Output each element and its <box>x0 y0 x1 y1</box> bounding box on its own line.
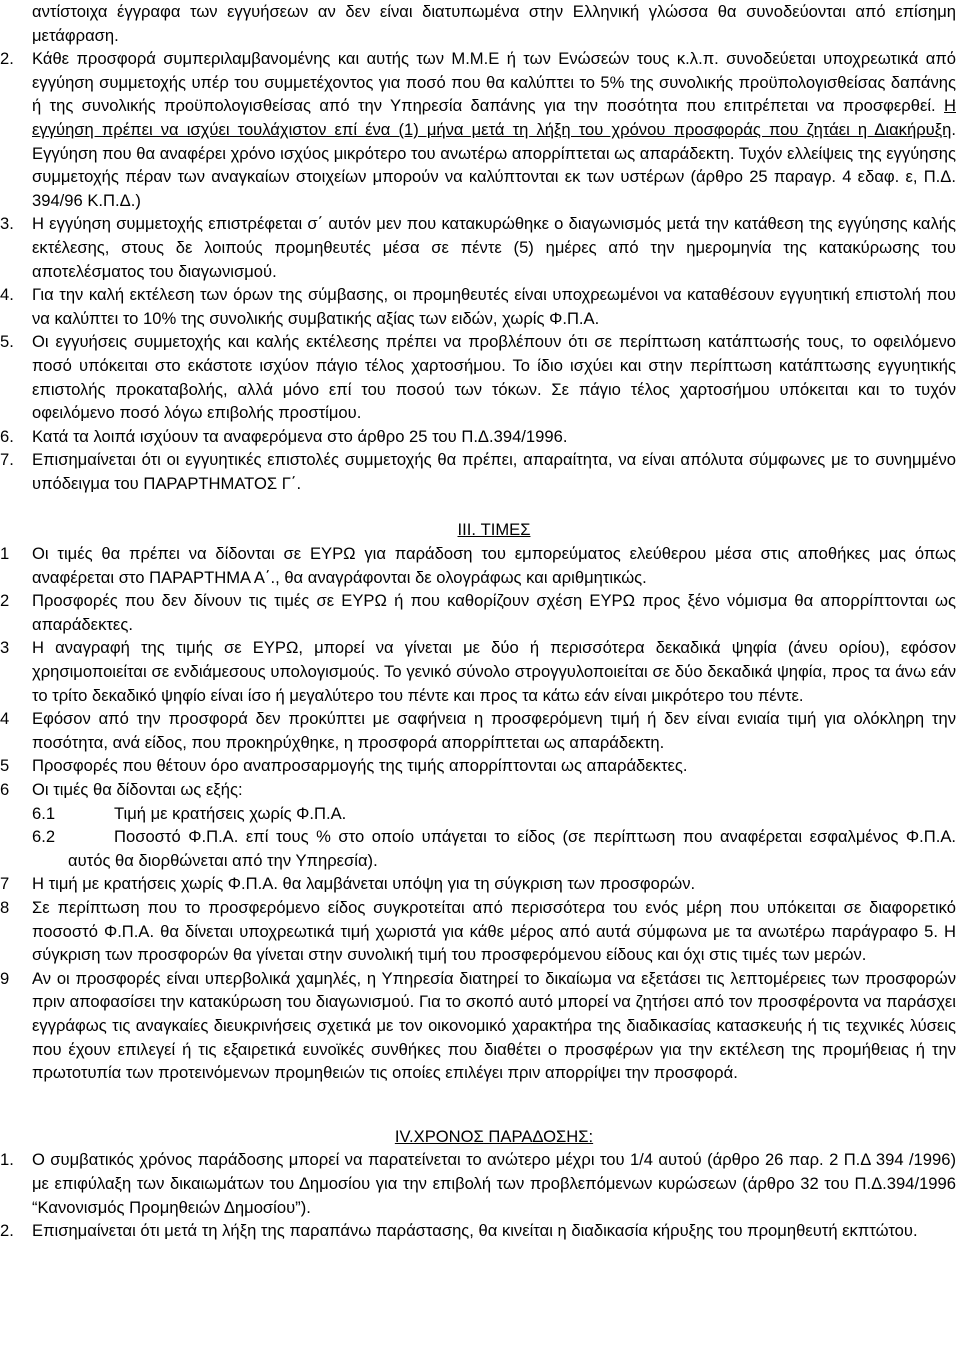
sec2-item-5 <box>0 330 956 424</box>
item-text: Για την καλή εκτέλεση των όρων της σύμβασης, οι προμηθευτές είναι υποχρεωμένοι να καταθέσουν εγγυητική επιστολή που να καλύπτει το 10% της συνολικής συμβατικής αξίας των ειδών, χωρίς Φ.Π.Α. <box>32 285 956 328</box>
item-number: 9 <box>0 968 10 988</box>
item-number: 3. <box>0 214 14 234</box>
sec3-subitem-6-1 <box>32 802 956 826</box>
sec3-item-4 <box>0 707 956 754</box>
item-text: Επισημαίνεται ότι μετά τη λήξη της παραπάνω παράστασης, θα κινείται η διαδικασία κήρυξης του προμηθευτή εκπτώτου. <box>32 1221 918 1241</box>
item-text: Επισημαίνεται ότι οι εγγυητικές επιστολές συμμετοχής θα πρέπει, απαραίτητα, να είναι απόλυτα σύμφωνες με το συνημμένο υπόδειγμα του ΠΑΡΑΡΤΗΜΑΤΟΣ Γ΄. <box>32 450 956 493</box>
item-number: 7. <box>0 450 14 470</box>
sec3-item-8 <box>0 896 956 967</box>
subitem-text: Τιμή με κρατήσεις χωρίς Φ.Π.Α. <box>114 803 347 823</box>
sec2-item-3 <box>0 212 956 283</box>
sec3-subitem-6-2 <box>32 825 956 872</box>
item-number: 6 <box>0 780 10 799</box>
item-text: Κατά τα λοιπά ισχύουν τα αναφερόμενα στο άρθρο 25 του Π.Δ.394/1996. <box>32 426 568 446</box>
item-text: Προσφορές που δεν δίνουν τις τιμές σε ΕΥΡΩ ή που καθορίζουν σχέση ΕΥΡΩ προς ξένο νόμισμα θα απορρίπτονται ως απαράδεκτες. <box>32 591 956 634</box>
item-text: Προσφορές που θέτουν όρο αναπροσαρμογής της τιμής απορρίπτονται ως απαράδεκτες. <box>32 756 688 776</box>
sec3-item-5 <box>0 754 956 778</box>
item-number: 1. <box>0 1150 14 1170</box>
subitem-number: 6.2 <box>32 827 56 847</box>
sec2-item-4 <box>0 283 956 330</box>
section-heading-prices: III. ΤΙΜΕΣ <box>457 520 531 540</box>
underlined-text: Η εγγύηση πρέπει να ισχύει τουλάχιστον επί ένα (1) μήνα μετά τη λήξη του χρόνου προσφοράς που ζητάει η Διακήρυξη <box>32 96 956 139</box>
item-number: 7 <box>0 874 10 894</box>
item-number: 1 <box>0 544 10 564</box>
item-text: Οι τιμές θα πρέπει να δίδονται σε ΕΥΡΩ για παράδοση του εμπορεύματος ελεύθερου μέσα στις αποθήκες μας όπως αναφέρεται στο ΠΑΡΑΡΤΗΜΑ Α΄., θα αναγράφονται δε ολογράφως και αριθμητικώς. <box>32 544 956 587</box>
item-text: Ο συμβατικός χρόνος παράδοσης μπορεί να παρατείνεται το ανώτερο μέχρι του 1/4 αυτού (άρθρο 26 παρ. 2 Π.Δ 394 /1996) με επιφύλαξη των δικαιωμάτων του Δημοσίου για την επιβολή των προβλεπόμενων κυρώσεων (άρθρο 32 του Π.Δ.394/1996 “Κανονισμός Προμηθειών Δημοσίου”). <box>32 1150 956 1217</box>
subitem-text: Ποσοστό Φ.Π.Α. επί τους % στο οποίο υπάγεται το είδος (σε περίπτωση που αναφέρεται εσφαλμένος Φ.Π.Α. αυτός θα διορθώνεται από την Υπηρεσία). <box>68 827 956 870</box>
item-text: Εφόσον από την προσφορά δεν προκύπτει με σαφήνεια η προσφερόμενη τιμή ή δεν είναι ενιαία τιμή για ολόκληρη την ποσότητα, ανά είδος, που προκηρύχθηκε, η προσφορά απορρίπτεται ως απαράδεκτη. <box>32 709 956 752</box>
item-number: 6. <box>0 426 14 446</box>
item-number: 2 <box>0 591 10 611</box>
sec2-intro: αντίστοιχα έγγραφα των εγγυήσεων αν δεν είναι διατυπωμένα στην Ελληνική γλώσσα θα συνοδεύονται από επίσημη μετάφραση. <box>32 2 956 45</box>
item-number: 2. <box>0 49 14 69</box>
item-text: Η εγγύηση συμμετοχής επιστρέφεται σ΄ αυτόν μεν που κατακυρώθηκε ο διαγωνισμός μετά την κατάθεση της εγγύησης καλής εκτέλεσης, στους δε λοιπούς προμηθευτές μέσα σε πέντε (5) ημέρες από την ημερομηνία της κατακύρωσης του αποτελέσματος του διαγωνισμού. <box>32 214 956 281</box>
item-number: 4 <box>0 709 10 729</box>
item-text-cont: . Εγγύηση που θα αναφέρει χρόνο ισχύος μικρότερο του ανωτέρω απορρίπτεται ως απαράδεκτη. Τυχόν ελλείψεις της εγγύησης συμμετοχής πέραν των αναγκαίων στοιχείων μπορούν να καλύπτονται εκ των υστέρων (άρθρο 25 παραγρ. 4 εδαφ. ε, Π.Δ. 394/96 Κ.Π.Δ.) <box>32 119 956 210</box>
sec2-item-7 <box>0 448 956 495</box>
item-text: Κάθε προσφορά συμπεριλαμβανομένης και αυτής των Μ.Μ.Ε ή των Ενώσεών τους κ.λ.π. συνοδεύεται υποχρεωτικά από εγγύηση συμμετοχής υπέρ του συμμετέχοντος για ποσό που θα καλύπτει το 5% της συνολικής προϋπολογισθείσας δαπάνης ή της συνολικής προϋπολογισθείσας από την Υπηρεσία δαπάνης για την ποσότητα που επιτρέπεται να προσφερθεί. <box>32 49 956 116</box>
sec3-item-2 <box>0 589 956 636</box>
item-number: 2. <box>0 1221 14 1241</box>
item-text: Η αναγραφή της τιμής σε ΕΥΡΩ, μπορεί να γίνεται με δύο ή περισσότερα δεκαδικά ψηφία (άνευ ορίου), εφόσον χρησιμοποιείται σε ενδιάμεσους υπολογισμούς. Το γενικό σύνολο στρογγυλοποιείται σε δύο δεκαδικά ψηφία, προς τα άνω εάν το τρίτο δεκαδικό ψηφίο είναι ίσο ή μεγαλύτερο του πέντε και προς τα κάτω εάν είναι μικρότερο του πέντε. <box>32 638 956 705</box>
sec3-item-7 <box>0 872 956 896</box>
item-text: Οι τιμές θα δίδονται ως εξής: <box>32 780 243 799</box>
sec2-item-2 <box>0 47 956 212</box>
sec3-item-3 <box>0 636 956 707</box>
item-text: Η τιμή με κρατήσεις χωρίς Φ.Π.Α. θα λαμβάνεται υπόψη για τη σύγκριση των προσφορών. <box>32 874 696 894</box>
sec3-item-9 <box>0 967 956 1085</box>
sec2-item-6 <box>0 425 956 449</box>
sec4-item-1 <box>0 1148 956 1219</box>
subitem-number: 6.1 <box>32 803 56 823</box>
item-number: 5 <box>0 756 10 776</box>
item-number: 3 <box>0 638 10 658</box>
item-text: Αν οι προσφορές είναι υπερβολικά χαμηλές, η Υπηρεσία διατηρεί το δικαίωμα να εξετάσει τις λεπτομέρειες των προσφορών πριν αποφασίσει την κατακύρωση του διαγωνισμού. Για το σκοπό αυτό μπορεί να ζητήσει από τον προσφέροντα να παράσχει εγγράφως τις αναγκαίες διευκρινήσεις σχετικά με τον οικονομικό χαρακτήρα της διαδικασίας κατασκευής ή τις τεχνικές λύσεις που έχουν επιλεγεί ή τις εξαιρετικά ευνοϊκές συνθήκες που διαθέτει ο προσφέρων για την εκτέλεση της προμήθειας ή την πρωτοτυπία των προτεινόμενων προμηθειών τις οποίες επιλέγει πριν απορρίψει την προσφορά. <box>32 968 956 1083</box>
sec4-item-2 <box>0 1219 956 1243</box>
item-number: 8 <box>0 897 10 917</box>
item-number: 5. <box>0 332 14 352</box>
sec3-item-1 <box>0 542 956 589</box>
sec3-item-6 <box>0 778 956 802</box>
item-number: 4. <box>0 285 14 305</box>
item-text: Οι εγγυήσεις συμμετοχής και καλής εκτέλεσης πρέπει να προβλέπουν ότι σε περίπτωση κατάπτωσής τους, το οφειλόμενο ποσό υπόκειται στο εκάστοτε ισχύον πάγιο τέλος χαρτοσήμου. Το ίδιο ισχύει και στην περίπτωση κατάπτωσης εγγυητικής επιστολής προκαταβολής, αλλά μόνο επί του ποσού των τόκων. Σε πάγιο τέλος χαρτοσήμου υπόκειται και το τυχόν οφειλόμενο ποσό λόγω επιβολής προστίμου. <box>32 332 956 423</box>
section-heading-delivery-time: IV.ΧΡΟΝΟΣ ΠΑΡΑΔΟΣΗΣ: <box>394 1126 594 1146</box>
item-text: Σε περίπτωση που το προσφερόμενο είδος συγκροτείται από περισσότερα του ενός μέρη που υπόκειται σε διαφορετικό ποσοστό Φ.Π.Α. θα δίνεται υποχρεωτικά τιμή χωριστά για κάθε μέρος από αυτά σύμφωνα με τα ανωτέρω παράγραφο 5. Η σύγκριση των προσφορών θα γίνεται στην συνολική τιμή του προσφερόμενου είδους και όχι στις τιμές των μερών. <box>32 897 956 965</box>
